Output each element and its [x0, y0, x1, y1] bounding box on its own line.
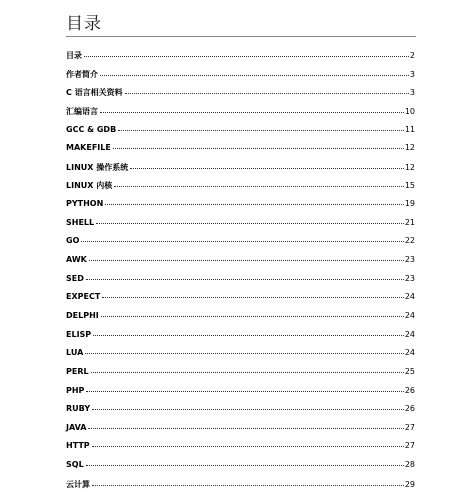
toc-dot-leader	[86, 279, 404, 280]
toc-entry[interactable]	[66, 218, 415, 237]
toc-entry-page: 24	[404, 348, 415, 358]
toc-entry-title: 目录	[66, 51, 82, 60]
toc-entry-title: LUA	[66, 348, 84, 358]
toc-dot-leader	[91, 372, 404, 373]
toc-entry-page: 3	[409, 69, 415, 79]
toc-entry-title: 汇编语言	[66, 106, 98, 116]
toc-entry-title: GO	[66, 236, 80, 246]
toc-dot-leader	[101, 316, 404, 317]
toc-entry-title: 作者简介	[66, 69, 98, 79]
toc-entry[interactable]	[66, 143, 415, 162]
toc-entry[interactable]	[66, 199, 415, 218]
toc-entry-page: 24	[404, 292, 415, 302]
toc-dot-leader	[100, 112, 404, 113]
toc-entry[interactable]	[66, 162, 415, 181]
toc-dot-leader	[102, 297, 404, 298]
toc-entry[interactable]	[66, 479, 415, 497]
toc-entry-title: GCC & GDB	[66, 124, 117, 134]
toc-dot-leader	[84, 56, 409, 57]
heading-divider	[66, 36, 416, 37]
toc-dot-leader	[118, 130, 404, 131]
toc-entry-title: 云计算	[66, 479, 90, 489]
toc-entry-title: LINUX 内核	[66, 181, 113, 191]
toc-entry-title: LINUX 操作系统	[66, 162, 129, 172]
toc-entry-title: SHELL	[66, 217, 95, 227]
toc-entry-page: 23	[404, 273, 415, 283]
toc-entry[interactable]	[66, 69, 415, 88]
toc-dot-leader	[85, 353, 404, 354]
toc-entry[interactable]	[66, 292, 415, 311]
toc-dot-leader	[100, 75, 409, 76]
toc-entry-title: AWK	[66, 255, 87, 265]
toc-entry-title: RUBY	[66, 404, 91, 414]
toc-entry[interactable]	[66, 180, 415, 199]
toc-dot-leader	[92, 409, 404, 410]
toc-entry-page: 15	[404, 181, 415, 191]
toc-heading: 目录	[66, 14, 102, 34]
toc-entry-page: 22	[404, 236, 415, 246]
toc-entry-page: 19	[404, 199, 415, 209]
toc-entry[interactable]	[66, 311, 415, 330]
toc-entry-title: HTTP	[66, 441, 90, 451]
toc-dot-leader	[113, 148, 404, 149]
toc-entry-title: PERL	[66, 366, 89, 376]
toc-entry[interactable]	[66, 330, 415, 349]
toc-entry[interactable]	[66, 87, 415, 106]
toc-entry[interactable]	[66, 50, 415, 69]
toc-entry[interactable]	[66, 274, 415, 293]
toc-entry[interactable]	[66, 441, 415, 460]
toc-entry-page: 27	[404, 422, 415, 432]
toc-entry-page: 3	[409, 88, 415, 98]
toc-dot-leader	[105, 204, 404, 205]
toc-entry[interactable]	[66, 460, 415, 479]
toc-entry-page: 2	[409, 51, 415, 60]
toc-entry-page: 11	[404, 124, 415, 134]
toc-entry[interactable]	[66, 125, 415, 144]
toc-dot-leader	[81, 241, 403, 242]
toc-entry-page: 25	[404, 366, 415, 376]
toc-entry[interactable]	[66, 404, 415, 423]
toc-entry[interactable]	[66, 236, 415, 255]
toc-dot-leader	[88, 428, 403, 429]
toc-entry-title: SQL	[66, 460, 84, 470]
toc-entry-page: 26	[404, 404, 415, 414]
toc-dot-leader	[86, 391, 403, 392]
toc-entry-title: DELPHI	[66, 310, 99, 320]
toc-entry-title: ELISP	[66, 329, 92, 339]
toc-entry-title: EXPECT	[66, 292, 101, 302]
toc-entry-page: 26	[404, 385, 415, 395]
toc-entry[interactable]	[66, 348, 415, 367]
toc-entry-page: 28	[404, 460, 415, 470]
toc-entry-page: 29	[404, 479, 415, 489]
toc-entry[interactable]	[66, 255, 415, 274]
toc-entry[interactable]	[66, 367, 415, 386]
toc-entry[interactable]	[66, 106, 415, 125]
toc-entry-title: SED	[66, 273, 84, 283]
toc-entry-page: 12	[404, 143, 415, 153]
toc-entry-page: 12	[404, 162, 415, 172]
toc-dot-leader	[92, 446, 404, 447]
toc-entry-page: 10	[404, 106, 415, 116]
toc-dot-leader	[96, 223, 404, 224]
toc-list	[66, 50, 415, 497]
toc-entry-title: C 语言相关资料	[66, 88, 123, 98]
toc-entry-title: MAKEFILE	[66, 143, 111, 153]
toc-entry[interactable]	[66, 386, 415, 405]
toc-dot-leader	[114, 186, 404, 187]
toc-entry-page: 27	[404, 441, 415, 451]
toc-dot-leader	[130, 168, 404, 169]
toc-dot-leader	[92, 485, 404, 486]
toc-dot-leader	[86, 465, 404, 466]
toc-dot-leader	[93, 335, 404, 336]
toc-entry-title: PHP	[66, 385, 85, 395]
toc-entry-page: 24	[404, 329, 415, 339]
toc-entry-title: JAVA	[66, 422, 87, 432]
toc-dot-leader	[89, 260, 404, 261]
toc-entry-page: 24	[404, 310, 415, 320]
toc-entry-title: PYTHON	[66, 199, 104, 209]
toc-entry-page: 21	[404, 217, 415, 227]
toc-entry[interactable]	[66, 423, 415, 442]
toc-dot-leader	[125, 93, 409, 94]
toc-entry-page: 23	[404, 255, 415, 265]
